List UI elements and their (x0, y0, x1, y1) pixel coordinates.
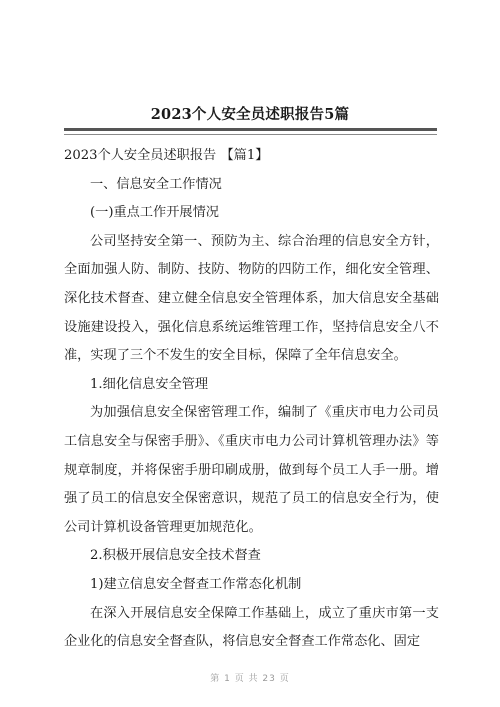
title-divider-thick (64, 128, 437, 131)
report-heading: 2023个人安全员述职报告 【篇1】 (64, 148, 269, 163)
sub-item-heading: 1)建立信息安全督查工作常态化机制 (90, 576, 302, 592)
document-title: 2023个人安全员述职报告5篇 (150, 106, 350, 123)
body-paragraph: 在深入开展信息安全保障工作基础上，成立了重庆市第一支企业化的信息安全督查队，将信息安全督查工作常态化、固定 (64, 605, 439, 650)
subsection-heading: (一)重点工作开展情况 (90, 205, 219, 221)
body-paragraph: 为加强信息安全保密管理工作，编制了《重庆市电力公司员工信息安全与保密手册》、《重庆市电力公司计算机管理办法》等规章制度，并将保密手册印刷成册，做到每个员工人手一册。增强了员工的信息安全保密意识，规范了员工的信息安全行为，使公司计算机设备管理更加规范化。 (64, 405, 439, 535)
title-divider-thin (64, 134, 437, 135)
body-paragraph: 公司坚持安全第一、预防为主、综合治理的信息安全方针，全面加强人防、制防、技防、物防的四防工作，细化安全管理、深化技术督查、建立健全信息安全管理体系，加大信息安全基础设施建设投入，强化信息系统运维管理工作，坚持信息安全八不准，实现了三个不发生的安全目标，保障了全年信息安全。 (64, 233, 439, 364)
page-number: 第 1 页 共 23 页 (210, 674, 290, 684)
list-item-heading: 1.细化信息安全管理 (90, 376, 209, 392)
document-body (64, 142, 439, 657)
list-item-heading: 2.积极开展信息安全技术督查 (90, 548, 261, 564)
section-heading: 一、信息安全工作情况 (90, 176, 222, 192)
